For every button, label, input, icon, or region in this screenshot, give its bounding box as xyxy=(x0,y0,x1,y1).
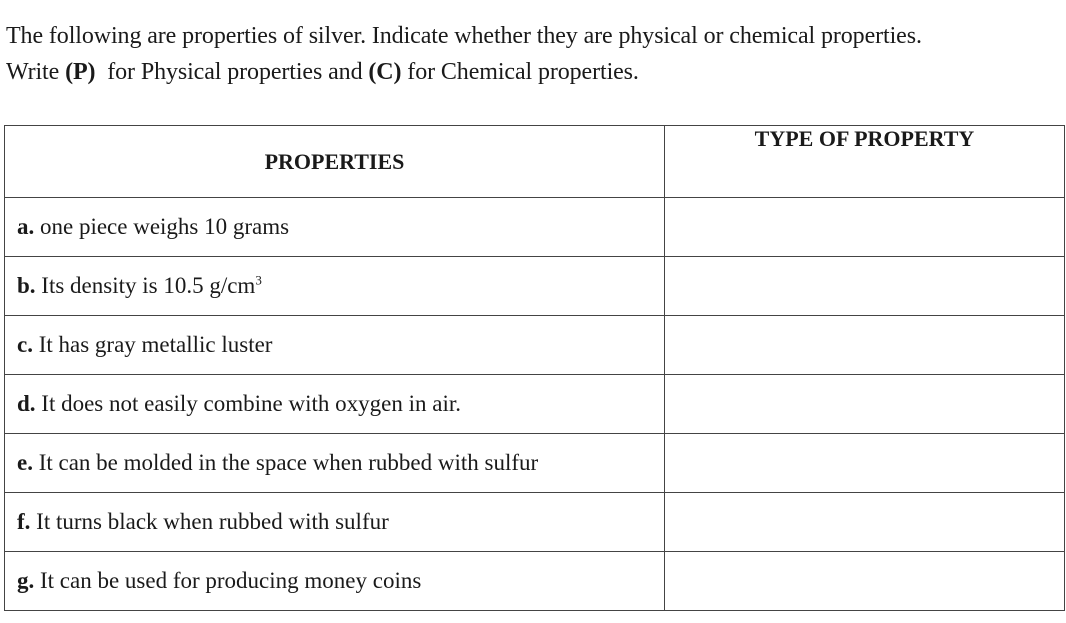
answer-cell-g[interactable] xyxy=(665,552,1065,611)
property-cell-c: c. It has gray metallic luster xyxy=(5,316,665,375)
header-properties: PROPERTIES xyxy=(5,126,665,198)
property-cell-d: d. It does not easily combine with oxygen in air. xyxy=(5,375,665,434)
instructions-line-1: The following are properties of silver. Indicate whether they are physical or chemical properties. xyxy=(6,23,922,49)
table-row xyxy=(5,434,1065,493)
instructions xyxy=(6,18,1061,90)
table-row xyxy=(5,316,1065,375)
answer-cell-d[interactable] xyxy=(665,375,1065,434)
physical-code: (P) xyxy=(65,59,96,85)
property-cell-g: g. It can be used for producing money coins xyxy=(5,552,665,611)
property-cell-f: f. It turns black when rubbed with sulfur xyxy=(5,493,665,552)
answer-cell-c[interactable] xyxy=(665,316,1065,375)
answer-cell-b[interactable] xyxy=(665,257,1065,316)
property-cell-b: b. Its density is 10.5 $g/cm^3$ xyxy=(5,257,665,316)
answer-cell-a[interactable] xyxy=(665,198,1065,257)
table-header-row xyxy=(5,126,1065,198)
answer-cell-e[interactable] xyxy=(665,434,1065,493)
property-cell-e: e. It can be molded in the space when rubbed with sulfur xyxy=(5,434,665,493)
chemical-code: (C) xyxy=(368,59,402,85)
table-row xyxy=(5,257,1065,316)
table-row xyxy=(5,375,1065,434)
table-row xyxy=(5,493,1065,552)
instructions-line-2: Write (P) for Physical properties and (C) for Chemical properties. xyxy=(6,59,639,85)
header-type-of-property: TYPE OF PROPERTY xyxy=(665,126,1065,198)
answer-cell-f[interactable] xyxy=(665,493,1065,552)
properties-table xyxy=(4,125,1065,611)
superscript-exponent: 3 xyxy=(255,272,262,288)
table-row xyxy=(5,198,1065,257)
table-row xyxy=(5,552,1065,611)
property-cell-a: a. one piece weighs 10 grams xyxy=(5,198,665,257)
